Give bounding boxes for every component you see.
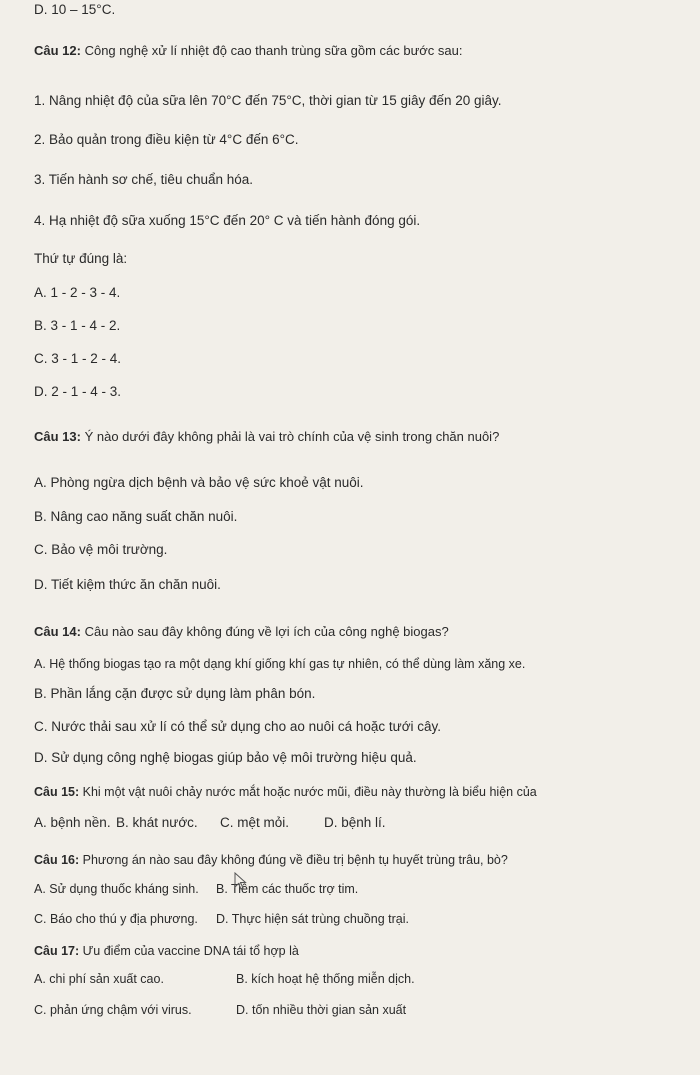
question-label: Câu 14: (34, 624, 81, 639)
question-label: Câu 17: (34, 944, 80, 958)
question-13 (34, 428, 499, 446)
option-a[interactable]: A. Hệ thống biogas tạo ra một dạng khí giống khí gas tự nhiên, có thể dùng làm xăng xe. (34, 657, 526, 671)
option-c[interactable]: C. Bảo vệ môi trường. (34, 542, 168, 557)
option-b[interactable]: B. 3 - 1 - 4 - 2. (34, 318, 121, 333)
mouse-pointer-icon (234, 872, 248, 890)
question-15 (34, 783, 537, 801)
step-4: 4. Hạ nhiệt độ sữa xuống 15°C đến 20° C và tiến hành đóng gói. (34, 213, 421, 228)
option-a[interactable]: A. Sử dụng thuốc kháng sinh. (34, 882, 199, 896)
option-a[interactable]: A. 1 - 2 - 3 - 4. (34, 285, 121, 300)
question-label: Câu 16: (34, 853, 80, 867)
option-d[interactable]: D. bệnh lí. (324, 815, 386, 830)
option-c[interactable]: C. phản ứng chậm với virus. (34, 1003, 192, 1017)
option-d[interactable]: D. Sử dụng công nghệ biogas giúp bảo vệ môi trường hiệu quả. (34, 750, 417, 765)
question-14 (34, 623, 449, 641)
option-c[interactable]: C. Nước thải sau xử lí có thể sử dụng cho ao nuôi cá hoặc tưới cây. (34, 719, 442, 734)
option-b[interactable]: B. Phần lắng cặn được sử dụng làm phân bón. (34, 686, 316, 701)
option-b[interactable]: B. Tiêm các thuốc trợ tim. (216, 882, 359, 896)
prev-option-d: D. 10 – 15°C. (34, 2, 116, 17)
option-d[interactable]: D. Tiết kiệm thức ăn chăn nuôi. (34, 577, 221, 592)
question-text: Công nghệ xử lí nhiệt độ cao thanh trùng sữa gồm các bước sau: (80, 43, 463, 58)
option-d[interactable]: D. Thực hiện sát trùng chuồng trại. (216, 912, 409, 926)
option-b[interactable]: B. khát nước. (116, 815, 198, 830)
question-text: Phương án nào sau đây không đúng về điều trị bệnh tụ huyết trùng trâu, bò? (79, 853, 508, 867)
option-d[interactable]: D. tốn nhiều thời gian sản xuất (236, 1003, 407, 1017)
question-prompt: Thứ tự đúng là: (34, 251, 128, 266)
option-b[interactable]: B. Nâng cao năng suất chăn nuôi. (34, 509, 238, 524)
option-a[interactable]: A. Phòng ngừa dịch bệnh và bảo vệ sức khoẻ vật nuôi. (34, 475, 364, 490)
option-c[interactable]: C. Báo cho thú y địa phương. (34, 912, 198, 926)
option-b[interactable]: B. kích hoạt hệ thống miễn dịch. (236, 972, 415, 986)
option-c[interactable]: C. mệt mỏi. (220, 815, 290, 830)
question-17 (34, 942, 299, 960)
question-label: Câu 12: (34, 43, 81, 58)
option-a[interactable]: A. bệnh nền. (34, 815, 111, 830)
question-12 (34, 42, 463, 60)
step-2: 2. Bảo quản trong điều kiện từ 4°C đến 6°C. (34, 132, 299, 147)
step-1: 1. Nâng nhiệt độ của sữa lên 70°C đến 75°C, thời gian từ 15 giây đến 20 giây. (34, 93, 502, 108)
question-16 (34, 851, 508, 869)
option-a[interactable]: A. chi phí sản xuất cao. (34, 972, 164, 986)
question-text: Ý nào dưới đây không phải là vai trò chính của vệ sinh trong chăn nuôi? (80, 429, 500, 444)
step-3: 3. Tiến hành sơ chế, tiêu chuẩn hóa. (34, 172, 254, 187)
option-d[interactable]: D. 2 - 1 - 4 - 3. (34, 384, 122, 399)
question-label: Câu 13: (34, 429, 81, 444)
option-c[interactable]: C. 3 - 1 - 2 - 4. (34, 351, 122, 366)
question-text: Ưu điểm của vaccine DNA tái tổ hợp là (79, 944, 299, 958)
question-text: Khi một vật nuôi chảy nước mắt hoặc nước mũi, điều này thường là biểu hiện của (79, 785, 537, 799)
question-text: Câu nào sau đây không đúng về lợi ích của công nghệ biogas? (80, 624, 449, 639)
question-label: Câu 15: (34, 785, 80, 799)
